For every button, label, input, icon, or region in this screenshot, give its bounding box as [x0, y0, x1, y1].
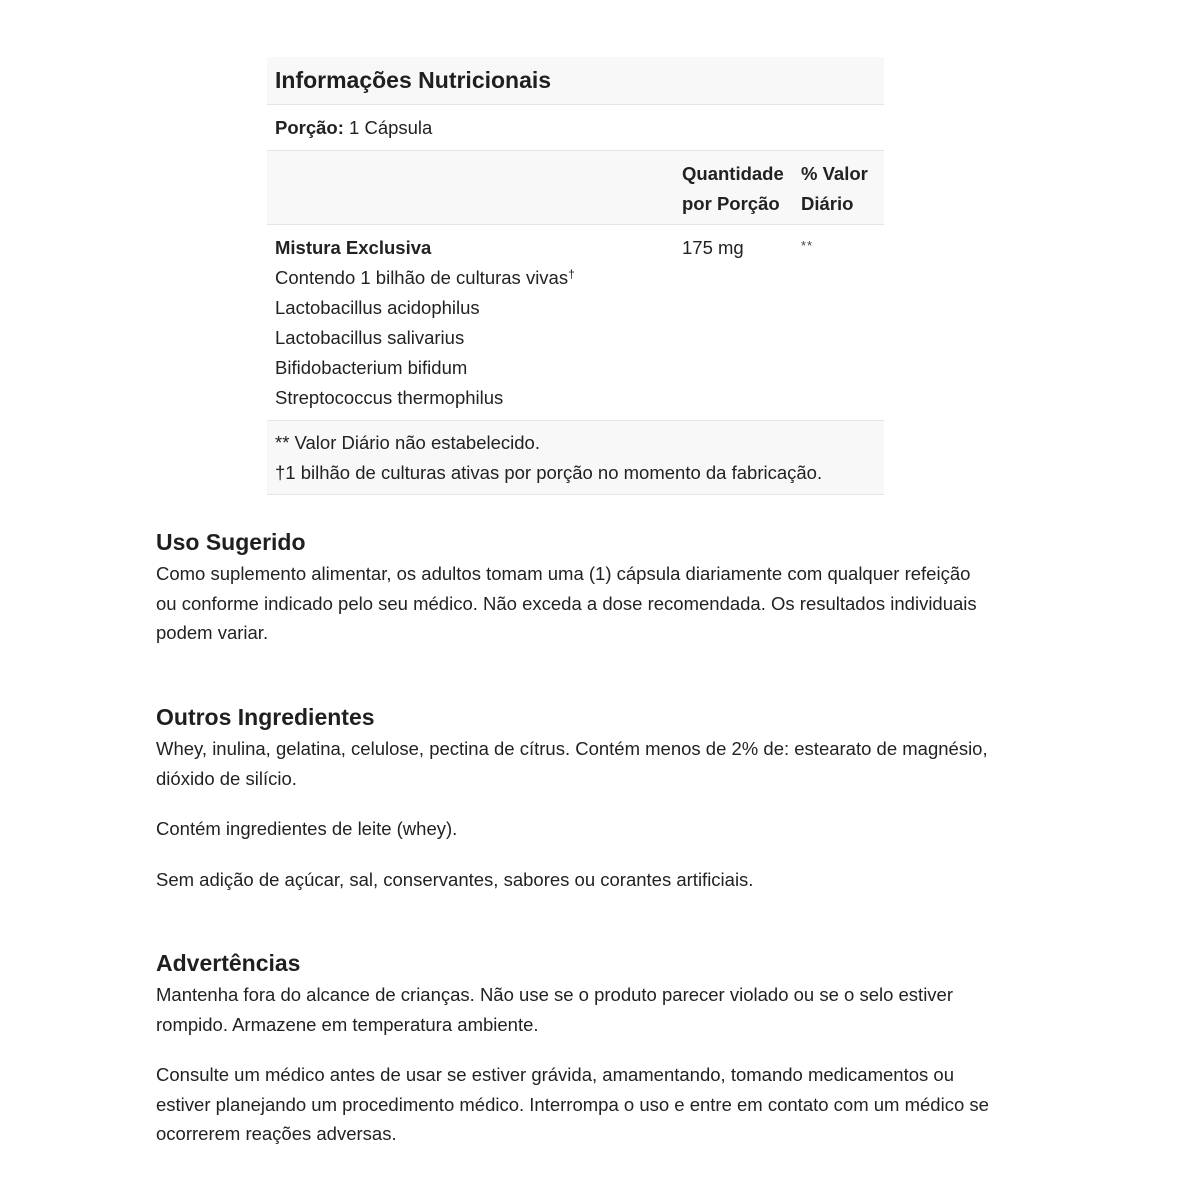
- consult-doctor-paragraph: [156, 1060, 1036, 1149]
- text-line: dióxido de silício.: [156, 767, 297, 789]
- nutrition-title: Informações Nutricionais: [275, 67, 552, 93]
- column-header-amount-line2: por Porção: [682, 193, 780, 214]
- strain-item: Bifidobacterium bifidum: [275, 357, 468, 378]
- suggested-use-paragraph: [156, 559, 1036, 648]
- column-header-dv-line2: Diário: [801, 193, 854, 214]
- text-line: Consulte um médico antes de usar se estiver grávida, amamentando, tomando medicamentos ou: [156, 1064, 954, 1085]
- text-line: ocorrerem reações adversas.: [156, 1123, 397, 1144]
- milk-allergen-paragraph: [156, 814, 1036, 844]
- nutrition-facts-table: [267, 57, 884, 495]
- section-suggested-use: [156, 527, 1036, 648]
- blend-name: Mistura Exclusiva: [275, 237, 432, 258]
- nutrition-header-row: [267, 151, 884, 225]
- section-heading: Uso Sugerido: [156, 529, 306, 555]
- ingredients-paragraph: [156, 734, 1036, 793]
- text-line: estiver planejando um procedimento médico. Interrompa o uso e entre em contato com um médico se: [156, 1093, 989, 1115]
- nutrition-title-row: [267, 57, 884, 105]
- footnote-daily-value: ** Valor Diário não estabelecido.: [275, 432, 540, 453]
- section-heading: Outros Ingredientes: [156, 704, 375, 730]
- blend-description: [275, 233, 575, 413]
- blend-daily-value: **: [801, 238, 814, 253]
- nutrient-row-blend: [267, 225, 884, 421]
- text-line: Whey, inulina, gelatina, celulose, pectina de cítrus. Contém menos de 2% de: estearato de magnésio,: [156, 738, 988, 759]
- blend-cultures-line: [275, 263, 575, 293]
- section-warnings: [156, 948, 1036, 1149]
- blend-amount: 175 mg: [682, 237, 744, 258]
- text-line: Sem adição de açúcar, sal, conservantes, sabores ou corantes artificiais.: [156, 868, 754, 890]
- no-additives-paragraph: [156, 865, 1036, 895]
- serving-size-row: [267, 105, 884, 151]
- text-line: Contém ingredientes de leite (whey).: [156, 818, 458, 839]
- nutrition-footnotes: [267, 421, 884, 495]
- text-line: podem variar.: [156, 622, 269, 643]
- blend-cultures-text: Contendo 1 bilhão de culturas vivas: [275, 267, 569, 288]
- serving-size-label: Porção:: [275, 116, 344, 138]
- text-line: ou conforme indicado pelo seu médico. Não exceda a dose recomendada. Os resultados individuais: [156, 592, 977, 614]
- section-other-ingredients: [156, 702, 1036, 894]
- column-header-dv-line1: % Valor: [801, 163, 868, 184]
- column-header-daily-value: [801, 159, 881, 219]
- strain-item: Streptococcus thermophilus: [275, 387, 504, 408]
- column-header-amount-line1: Quantidade: [682, 163, 784, 184]
- column-header-amount: [682, 159, 792, 219]
- strain-item: Lactobacillus acidophilus: [275, 297, 480, 318]
- footnote-cultures: †1 bilhão de culturas ativas por porção no momento da fabricação.: [275, 462, 823, 483]
- text-line: Mantenha fora do alcance de crianças. Não use se o produto parecer violado ou se o selo estiver: [156, 984, 954, 1005]
- serving-size-value: 1 Cápsula: [349, 116, 433, 138]
- storage-warning-paragraph: [156, 980, 1036, 1039]
- strain-item: Lactobacillus salivarius: [275, 327, 465, 348]
- text-line: Como suplemento alimentar, os adultos tomam uma (1) cápsula diariamente com qualquer refeição: [156, 563, 971, 584]
- section-heading: Advertências: [156, 950, 301, 976]
- text-line: rompido. Armazene em temperatura ambiente.: [156, 1013, 539, 1035]
- dagger-mark: †: [568, 267, 575, 281]
